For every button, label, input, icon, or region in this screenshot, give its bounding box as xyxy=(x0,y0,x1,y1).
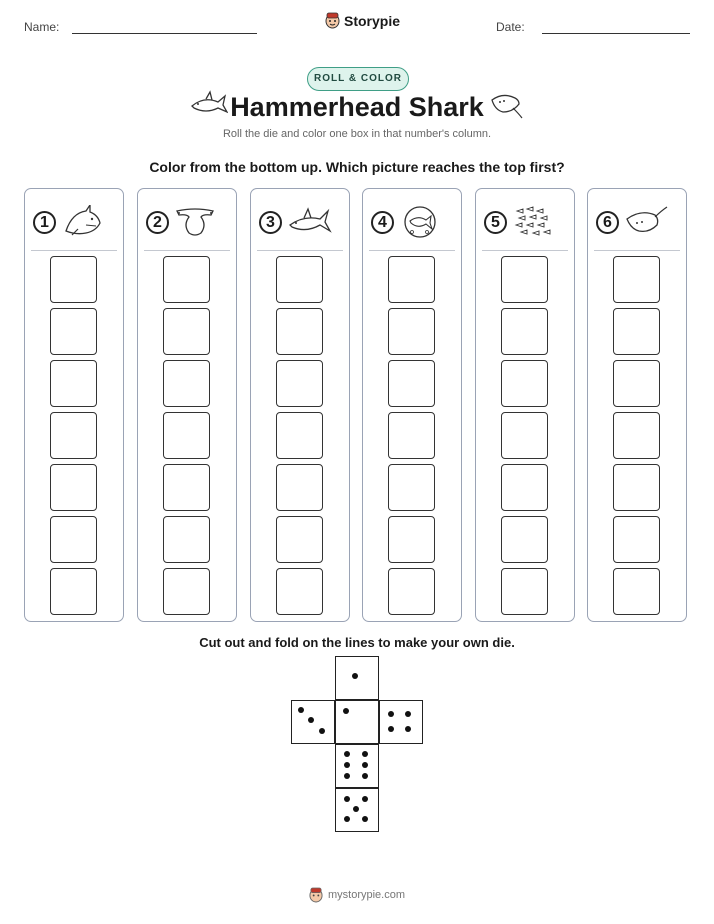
color-box[interactable] xyxy=(501,308,548,355)
fish-bowl-icon xyxy=(400,205,440,239)
die-pip xyxy=(344,762,350,768)
stingray-icon xyxy=(489,90,523,120)
color-box[interactable] xyxy=(163,360,210,407)
color-box[interactable] xyxy=(388,360,435,407)
column-header xyxy=(596,205,669,239)
color-box[interactable] xyxy=(50,568,97,615)
color-box[interactable] xyxy=(163,256,210,303)
column-3 xyxy=(250,188,350,622)
color-box[interactable] xyxy=(613,412,660,459)
brand-name: Storypie xyxy=(344,12,401,29)
color-box[interactable] xyxy=(276,308,323,355)
die-face-one xyxy=(335,656,379,700)
die-instruction: Cut out and fold on the lines to make your own die. xyxy=(199,635,515,650)
color-box[interactable] xyxy=(388,308,435,355)
die-face-six xyxy=(335,744,379,788)
name-line[interactable] xyxy=(72,33,257,34)
color-box[interactable] xyxy=(388,464,435,511)
die-pip xyxy=(343,708,349,714)
column-divider xyxy=(257,250,343,251)
column-1 xyxy=(24,188,124,622)
color-box[interactable] xyxy=(501,360,548,407)
column-5 xyxy=(475,188,575,622)
die-pip xyxy=(298,707,304,713)
color-box[interactable] xyxy=(163,568,210,615)
color-box[interactable] xyxy=(388,568,435,615)
die-pip xyxy=(388,726,394,732)
die-pip xyxy=(353,806,359,812)
color-box[interactable] xyxy=(388,516,435,563)
color-box[interactable] xyxy=(501,412,548,459)
color-box[interactable] xyxy=(501,464,548,511)
column-2 xyxy=(137,188,237,622)
color-box[interactable] xyxy=(50,464,97,511)
activity-badge: ROLL & COLOR xyxy=(307,67,409,91)
column-divider xyxy=(144,250,230,251)
pie-mascot-icon xyxy=(309,887,323,903)
column-header xyxy=(33,205,102,239)
color-box[interactable] xyxy=(613,308,660,355)
column-divider xyxy=(369,250,455,251)
die-pip xyxy=(362,751,368,757)
date-label: Date: xyxy=(496,20,525,34)
column-header xyxy=(259,205,332,239)
column-4 xyxy=(362,188,462,622)
column-6 xyxy=(587,188,687,622)
color-box[interactable] xyxy=(50,360,97,407)
page-title: Hammerhead Shark xyxy=(230,92,484,122)
number-circle: 6 xyxy=(596,211,619,234)
die-face-three xyxy=(291,700,335,744)
color-box[interactable] xyxy=(501,256,548,303)
die-face-four xyxy=(379,700,423,744)
color-box[interactable] xyxy=(388,256,435,303)
die-pip xyxy=(344,816,350,822)
column-divider xyxy=(31,250,117,251)
column-header xyxy=(484,205,553,239)
number-circle: 4 xyxy=(371,211,394,234)
die-face-five xyxy=(335,788,379,832)
die-pip xyxy=(308,717,314,723)
color-box[interactable] xyxy=(276,256,323,303)
die-pip xyxy=(344,751,350,757)
die-pip xyxy=(344,773,350,779)
footer-url[interactable]: mystorypie.com xyxy=(327,889,406,901)
great-white-shark-icon xyxy=(62,205,102,239)
color-box[interactable] xyxy=(50,308,97,355)
pie-mascot-icon xyxy=(325,12,340,29)
footer xyxy=(0,887,714,903)
die-net[interactable] xyxy=(290,656,426,836)
brand-logo xyxy=(325,12,400,29)
color-box[interactable] xyxy=(388,412,435,459)
die-pip xyxy=(352,673,358,679)
color-box[interactable] xyxy=(276,464,323,511)
die-pip xyxy=(405,726,411,732)
color-box[interactable] xyxy=(613,464,660,511)
die-pip xyxy=(344,796,350,802)
die-face-one xyxy=(335,700,379,744)
date-line[interactable] xyxy=(542,33,690,34)
color-box[interactable] xyxy=(163,412,210,459)
color-box[interactable] xyxy=(50,516,97,563)
fish-school-icon xyxy=(513,205,553,239)
die-pip xyxy=(362,762,368,768)
column-header xyxy=(146,205,215,239)
die-pip xyxy=(405,711,411,717)
color-box[interactable] xyxy=(613,360,660,407)
stingray-icon xyxy=(625,205,669,239)
color-box[interactable] xyxy=(163,464,210,511)
color-box[interactable] xyxy=(276,360,323,407)
color-box[interactable] xyxy=(276,412,323,459)
swimming-shark-icon xyxy=(288,205,332,239)
name-label: Name: xyxy=(24,20,60,34)
color-box[interactable] xyxy=(276,516,323,563)
die-pip xyxy=(362,796,368,802)
die-pip xyxy=(319,728,325,734)
color-box[interactable] xyxy=(613,516,660,563)
column-header xyxy=(371,205,440,239)
number-circle: 1 xyxy=(33,211,56,234)
color-box[interactable] xyxy=(276,568,323,615)
color-box[interactable] xyxy=(613,256,660,303)
color-box[interactable] xyxy=(163,308,210,355)
instruction-question: Color from the bottom up. Which picture reaches the top first? xyxy=(149,159,565,175)
number-circle: 5 xyxy=(484,211,507,234)
column-divider xyxy=(482,250,568,251)
subtitle: Roll the die and color one box in that number's column. xyxy=(222,128,492,140)
die-pip xyxy=(388,711,394,717)
column-divider xyxy=(594,250,680,251)
color-box[interactable] xyxy=(501,568,548,615)
color-box[interactable] xyxy=(501,516,548,563)
number-circle: 2 xyxy=(146,211,169,234)
die-pip xyxy=(362,773,368,779)
color-box[interactable] xyxy=(50,412,97,459)
die-pip xyxy=(362,816,368,822)
hammerhead-shark-icon xyxy=(175,205,215,239)
color-box[interactable] xyxy=(613,568,660,615)
color-box[interactable] xyxy=(163,516,210,563)
number-circle: 3 xyxy=(259,211,282,234)
color-box[interactable] xyxy=(50,256,97,303)
